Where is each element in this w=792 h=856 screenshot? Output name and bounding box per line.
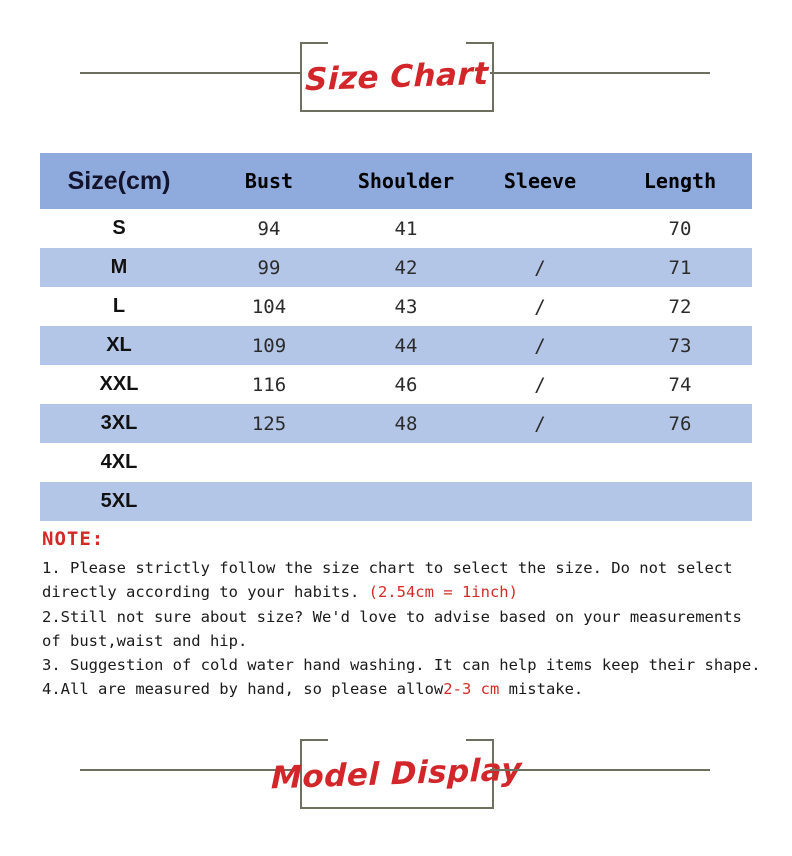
size-chart-title: Size Chart: [304, 55, 490, 99]
table-cell: 74: [668, 373, 692, 396]
note-text: of bust,waist and hip.: [42, 631, 248, 650]
note-text: mistake.: [499, 680, 584, 699]
table-row: [40, 404, 752, 443]
table-cell: 44: [394, 334, 418, 357]
table-cell: /: [534, 373, 546, 396]
table-row: [40, 365, 752, 404]
table-cell: 46: [394, 373, 418, 396]
note-line: [42, 629, 782, 653]
table-row: [40, 209, 752, 248]
size-label-cell: XL: [106, 334, 132, 356]
column-header-length: Length: [643, 169, 717, 193]
table-cell: 43: [394, 295, 418, 318]
table-cell: 41: [394, 217, 418, 240]
divider-line-right: [490, 72, 710, 74]
size-label-cell: 3XL: [100, 412, 138, 434]
table-cell: 116: [251, 373, 287, 396]
table-row: [40, 443, 752, 482]
column-header-shoulder: Shoulder: [357, 169, 455, 193]
table-row: [40, 287, 752, 326]
note-highlight: 2-3 cm: [443, 680, 500, 699]
size-table-header: [40, 153, 752, 209]
table-body: [40, 209, 752, 521]
note-line: [42, 580, 782, 604]
table-cell: 70: [668, 217, 692, 240]
size-chart-title-box: [300, 44, 494, 112]
size-label-cell: S: [112, 217, 126, 239]
size-chart-banner: [0, 0, 792, 130]
table-cell: 109: [251, 334, 287, 357]
note-text: 4.All are measured by hand, so please allow: [42, 680, 444, 699]
note-text: directly according to your habits.: [42, 583, 369, 602]
table-cell: 72: [668, 295, 692, 318]
table-row: [40, 326, 752, 365]
column-header-bust: Bust: [244, 169, 294, 193]
note-label: NOTE:: [42, 528, 105, 550]
table-row: [40, 482, 752, 521]
size-label-cell: 4XL: [100, 451, 138, 473]
divider-line-right: [490, 769, 710, 771]
divider-line-left: [80, 769, 300, 771]
table-cell: 125: [251, 412, 287, 435]
model-display-title-box: [271, 741, 523, 809]
size-label-cell: XXL: [99, 373, 139, 395]
table-cell: 42: [394, 256, 418, 279]
model-display-banner: [0, 697, 792, 827]
size-label-cell: 5XL: [100, 490, 138, 512]
table-cell: /: [534, 412, 546, 435]
table-row: [40, 248, 752, 287]
table-cell: /: [534, 334, 546, 357]
column-header-size: Size(cm): [67, 166, 171, 195]
model-display-title: Model Display: [271, 751, 523, 797]
table-cell: 76: [668, 412, 692, 435]
table-cell: 104: [251, 295, 287, 318]
size-label-cell: L: [112, 295, 126, 317]
note-line: [42, 556, 782, 580]
note-text: 1. Please strictly follow the size chart to select the size. Do not select: [42, 559, 733, 577]
table-cell: /: [534, 256, 546, 279]
table-cell: 71: [668, 256, 692, 279]
note-text: 3. Suggestion of cold water hand washing. It can help items keep their shape.: [42, 656, 761, 675]
size-label-cell: M: [110, 256, 128, 278]
note-text: 2.Still not sure about size? We'd love to advise based on your measurements: [42, 607, 742, 626]
table-cell: 73: [668, 334, 692, 357]
table-cell: 99: [257, 256, 281, 279]
column-header-sleeve: Sleeve: [503, 169, 577, 193]
note-highlight: (2.54cm = 1inch): [368, 583, 518, 602]
table-cell: 94: [257, 217, 281, 240]
note-lines: [42, 556, 782, 702]
size-table: [40, 153, 752, 521]
note-line: [42, 605, 782, 629]
note-line: [42, 653, 782, 677]
divider-line-left: [80, 72, 300, 74]
table-cell: 48: [394, 412, 418, 435]
note-section: [42, 528, 782, 702]
table-cell: /: [534, 295, 546, 318]
